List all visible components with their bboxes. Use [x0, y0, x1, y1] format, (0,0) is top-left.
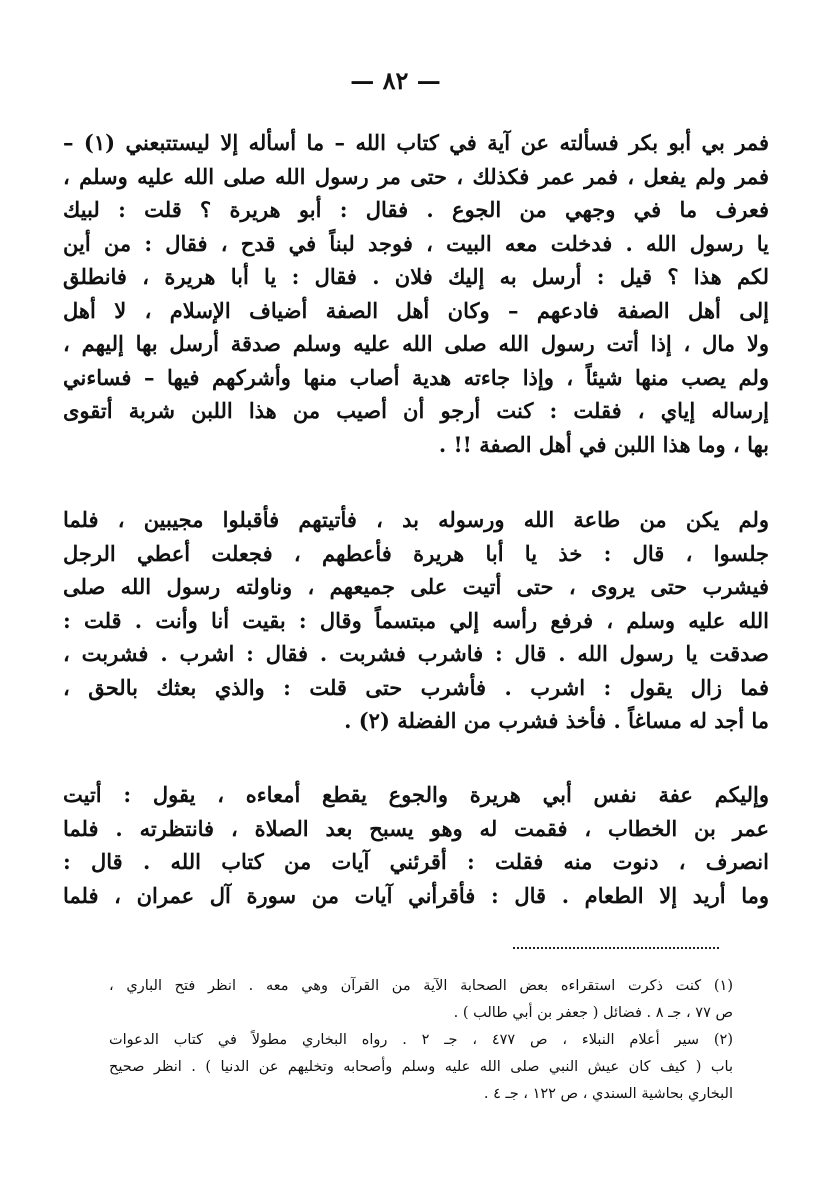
text-line: ما أجد له مساغاً . فأخذ فشرب من الفضلة (٢) .	[344, 708, 769, 733]
text-line: ولم يصب منها شيئاً ، وإذا جاءته هدية أصاب منها وأشركهم فيها – فساءني	[63, 364, 769, 390]
footnote-line: (٢) سير أعلام النبلاء ، ص ٤٧٧ ، جـ ٢ . رواه البخاري مطولاً في كتاب الدعوات	[109, 1032, 733, 1048]
text-line: ولا مال ، إذا أتت رسول الله صلى الله عليه وسلم صدقة أرسل بها إليهم ،	[63, 331, 769, 356]
text-line: يا رسول الله . فدخلت معه البيت ، فوجد لبناً في قدح ، فقال : من أين	[63, 230, 769, 256]
text-line: لكم هذا ؟ قيل : أرسل به إليك فلان . فقال : يا أبا هريرة ، فانطلق	[63, 264, 769, 289]
text-line: عمر بن الخطاب ، فقمت له وهو يسبح بعد الصلاة ، فانتظرته . فلما	[63, 815, 769, 841]
text-line: وإليكم عفة نفس أبي هريرة والجوع يقطع أمعاءه ، يقول : أتيت	[63, 782, 769, 807]
text-line: فمر بي أبو بكر فسألته عن آية في كتاب الله – ما أسأله إلا ليستتبعني (١) –	[63, 130, 769, 155]
paragraph-3	[63, 778, 769, 912]
text-line: وما أريد إلا الطعام . قال : فأقرأني آيات من سورة آل عمران ، فلما	[63, 882, 769, 908]
text-line: انصرف ، دنوت منه فقلت : أقرئني آيات من كتاب الله . قال :	[63, 849, 769, 874]
footnotes	[109, 973, 733, 1108]
text-line: ولم يكن من طاعة الله ورسوله بد ، فأتيتهم فأقبلوا مجيبين ، فلما	[63, 507, 769, 532]
text-line: فمر ولم يفعل ، فمر عمر فكذلك ، حتى مر رسول الله صلى الله عليه وسلم ،	[63, 163, 769, 189]
paragraph-2	[63, 503, 769, 738]
footnote-line: ص ٧٧ ، جـ ٨ . فضائل ( جعفر بن أبي طالب ) .	[453, 1005, 733, 1021]
footnote-line: البخاري بحاشية السندي ، ص ١٢٢ ، جـ ٤ .	[483, 1086, 733, 1102]
text-line: إلى أهل الصفة فادعهم – وكان أهل الصفة أضياف الإسلام ، لا أهل	[63, 297, 769, 323]
paragraph-1	[63, 126, 769, 461]
text-line: إرساله إياي ، فقلت : كنت أرجو أن أصيب من هذا اللبن شربة أتقوى	[63, 398, 769, 423]
footnote-line: باب ( كيف كان عيش النبي صلى الله عليه وسلم وأصحابه وتخليهم عن الدنيا ) . انظر صحيح	[109, 1059, 733, 1075]
text-line: فما زال يقول : اشرب . فأشرب حتى قلت : والذي بعثك بالحق ،	[63, 674, 769, 700]
text-line: بها ، وما هذا اللبن في أهل الصفة !! .	[438, 431, 769, 457]
text-line: جلسوا ، قال : خذ يا أبا هريرة فأعطهم ، فجعلت أعطي الرجل	[63, 540, 769, 566]
text-line: فعرف ما في وجهي من الجوع . فقال : أبو هريرة ؟ قلت : لبيك	[63, 197, 769, 222]
footnote-line: (١) كنت ذكرت استقراءه بعض الصحابة الآية من القرآن وهي معه . انظر فتح الباري ،	[109, 978, 733, 994]
footnote-divider	[513, 947, 719, 949]
text-line: الله عليه وسلم ، فرفع رأسه إلي مبتسماً وقال : بقيت أنا وأنت . قلت :	[63, 607, 769, 633]
text-line: صدقت يا رسول الله . قال : فاشرب فشربت . فقال : اشرب . فشربت ،	[63, 641, 769, 666]
text-line: فيشرب حتى يروى ، حتى أتيت على جميعهم ، وناولته رسول الله صلى	[63, 574, 769, 599]
page-number: — ٨٢ —	[350, 66, 441, 95]
